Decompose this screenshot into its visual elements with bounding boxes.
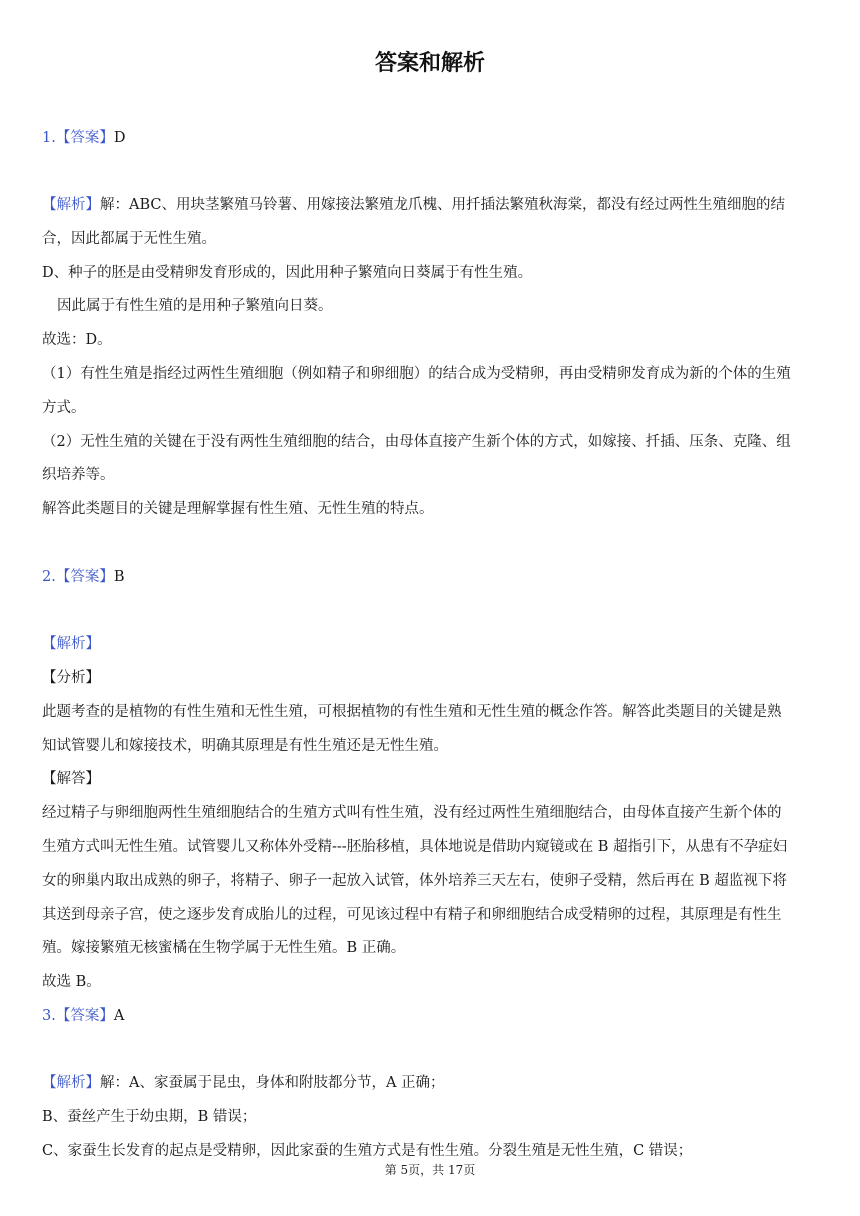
q1-analysis-tag: 【解析】	[42, 197, 100, 213]
q1-text-7: 方式。	[42, 400, 86, 416]
q2-number: 2.	[42, 569, 56, 585]
q2-analysis-tag: 【解析】	[42, 636, 100, 652]
q3-text-1: 解：A、家蚕属于昆虫，身体和附肢都分节，A 正确；	[100, 1075, 445, 1091]
q1-text-3: D、种子的胚是由受精卵发育形成的，因此用种子繁殖向日葵属于有性生殖。	[42, 265, 533, 281]
q3-answer: A	[113, 1008, 125, 1024]
q1-number: 1.	[42, 130, 56, 146]
q2-text-4: 生殖方式叫无性生殖。试管婴儿又称体外受精---胚胎移植，具体地说是借助内窥镜或在 B 超指引下，从患有不孕症妇	[42, 839, 788, 855]
q2-text-5: 女的卵巢内取出成熟的卵子，将精子、卵子一起放入试管，体外培养三天左右，使卵子受精，然后再在 B 超监视下将	[42, 873, 787, 889]
q1-text-1: 解：ABC、用块茎繁殖马铃薯、用嫁接法繁殖龙爪槐、用扦插法繁殖秋海棠，都没有经过两性生殖细胞的结	[100, 197, 785, 213]
q1-analysis-line-1	[42, 195, 822, 215]
q3-number: 3.	[42, 1008, 56, 1024]
q3-text-2: B、蚕丝产生于幼虫期，B 错误；	[42, 1109, 257, 1125]
q1-answer: D	[113, 130, 126, 146]
q2-answer-tag: 【答案】	[55, 569, 114, 585]
q2-text-2: 知试管婴儿和嫁接技术，明确其原理是有性生殖还是无性生殖。	[42, 738, 448, 754]
q3-answer-tag: 【答案】	[55, 1008, 114, 1024]
q1-text-9: 织培养等。	[42, 467, 115, 483]
q2-fenxi-heading: 【分析】	[42, 670, 100, 686]
q2-text-7: 殖。嫁接繁殖无核蜜橘在生物学属于无性生殖。B 正确。	[42, 940, 406, 956]
q2-text-1: 此题考查的是植物的有性生殖和无性生殖，可根据植物的有性生殖和无性生殖的概念作答。解答此类题目的关键是熟	[42, 704, 782, 720]
q1-answer-tag: 【答案】	[55, 130, 114, 146]
q1-answer-line	[42, 128, 822, 148]
q3-answer-line	[42, 1006, 822, 1026]
q1-text-6: （1）有性生殖是指经过两性生殖细胞（例如精子和卵细胞）的结合成为受精卵，再由受精卵发育成为新的个体的生殖	[42, 366, 791, 382]
q3-analysis-line-1	[42, 1073, 822, 1093]
q1-text-10: 解答此类题目的关键是理解掌握有性生殖、无性生殖的特点。	[42, 501, 434, 517]
q1-text-4: 因此属于有性生殖的是用种子繁殖向日葵。	[57, 298, 333, 314]
q1-text-2: 合，因此都属于无性生殖。	[42, 231, 216, 247]
q3-text-3: C、家蚕生长发育的起点是受精卵，因此家蚕的生殖方式是有性生殖。分裂生殖是无性生殖，C 错误；	[42, 1143, 693, 1159]
q1-text-5: 故选：D。	[42, 332, 112, 348]
q2-answer-line	[42, 567, 822, 587]
q2-text-8: 故选 B。	[42, 974, 101, 990]
q1-text-8: （2）无性生殖的关键在于没有两性生殖细胞的结合，由母体直接产生新个体的方式，如嫁接、扦插、压条、克隆、组	[42, 434, 791, 450]
q2-text-6: 其送到母亲子宫，使之逐步发育成胎儿的过程，可见该过程中有精子和卵细胞结合成受精卵的过程，其原理是有性生	[42, 907, 782, 923]
q2-text-3: 经过精子与卵细胞两性生殖细胞结合的生殖方式叫有性生殖，没有经过两性生殖细胞结合，由母体直接产生新个体的	[42, 805, 782, 821]
page-footer: 第 5页，共 17页	[384, 1163, 476, 1177]
page-title: 答案和解析	[374, 51, 485, 76]
q3-analysis-tag: 【解析】	[42, 1075, 100, 1091]
q2-jieda-heading: 【解答】	[42, 771, 100, 787]
q2-answer: B	[113, 569, 125, 585]
